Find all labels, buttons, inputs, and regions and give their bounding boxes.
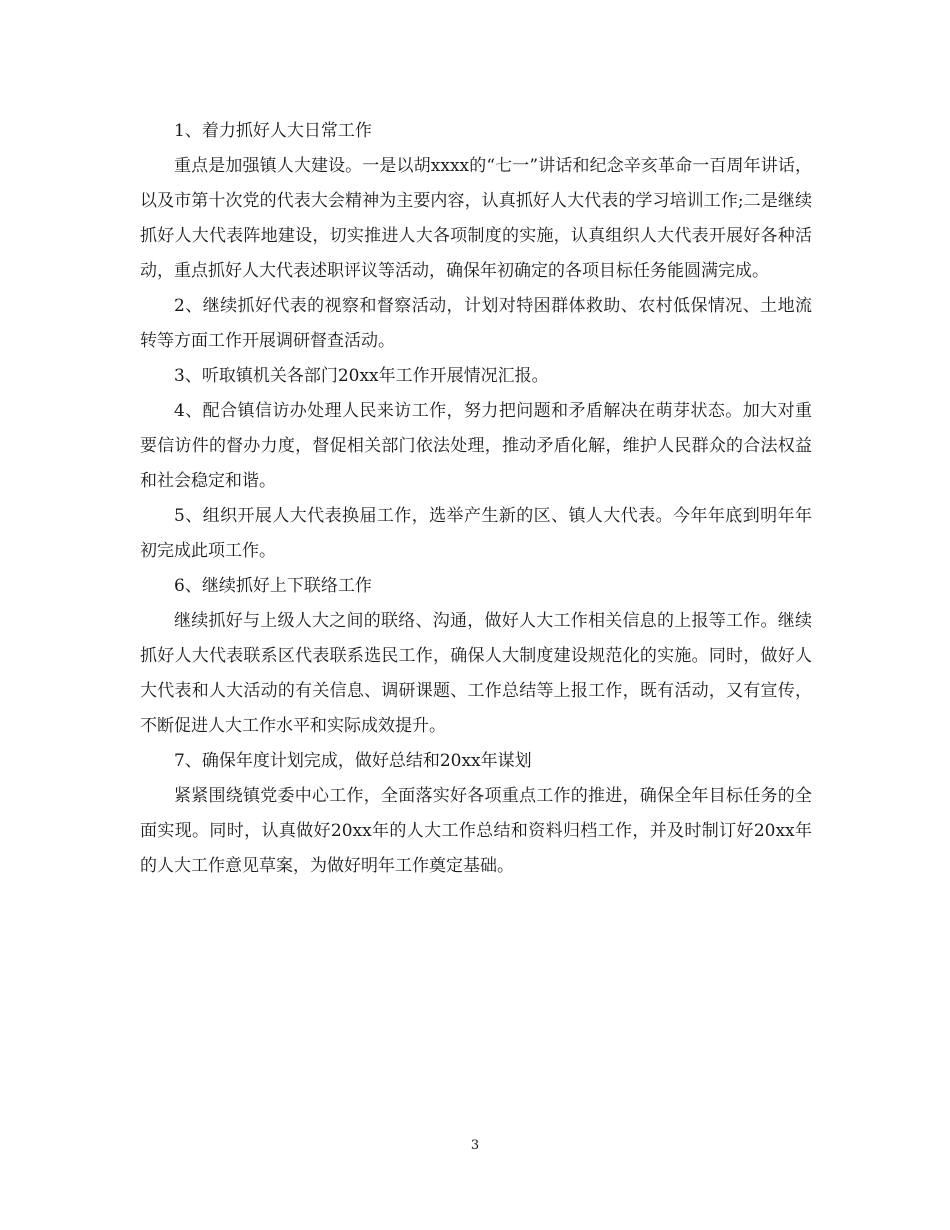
page-number: 3 [470, 1138, 480, 1153]
body-paragraph: 5、组织开展人大代表换届工作，选举产生新的区、镇人大代表。今年年底到明年年初完成此项工作。 [140, 506, 812, 561]
section-heading: 1、着力抓好人大日常工作 [174, 121, 372, 141]
section-heading: 6、继续抓好上下联络工作 [174, 576, 372, 596]
body-paragraph: 2、继续抓好代表的视察和督察活动，计划对特困群体救助、农村低保情况、土地流转等方面工作开展调研督查活动。 [140, 296, 812, 351]
body-paragraph: 4、配合镇信访办处理人民来访工作，努力把问题和矛盾解决在萌芽状态。加大对重要信访件的督办力度，督促相关部门依法处理，推动矛盾化解，维护人民群众的合法权益和社会稳定和谐。 [140, 401, 812, 491]
section-heading: 7、确保年度计划完成，做好总结和20xx年谋划 [174, 751, 532, 771]
body-paragraph: 重点是加强镇人大建设。一是以胡xxxx的“七一”讲话和纪念辛亥革命一百周年讲话，以及市第十次党的代表大会精神为主要内容，认真抓好人大代表的学习培训工作;二是继续抓好人大代表阵地建设，切实推进人大各项制度的实施，认真组织人大代表开展好各种活动，重点抓好人大代表述职评议等活动，确保年初确定的各项目标任务能圆满完成。 [140, 156, 812, 281]
body-paragraph: 紧紧围绕镇党委中心工作，全面落实好各项重点工作的推进，确保全年目标任务的全面实现。同时，认真做好20xx年的人大工作总结和资料归档工作，并及时制订好20xx年的人大工作意见草案，为做好明年工作奠定基础。 [140, 786, 812, 876]
document-body [140, 114, 812, 884]
body-paragraph: 3、听取镇机关各部门20xx年工作开展情况汇报。 [174, 366, 549, 386]
body-paragraph: 继续抓好与上级人大之间的联络、沟通，做好人大工作相关信息的上报等工作。继续抓好人大代表联系区代表联系选民工作，确保人大制度建设规范化的实施。同时，做好人大代表和人大活动的有关信息、调研课题、工作总结等上报工作，既有活动，又有宣传，不断促进人大工作水平和实际成效提升。 [140, 611, 812, 736]
